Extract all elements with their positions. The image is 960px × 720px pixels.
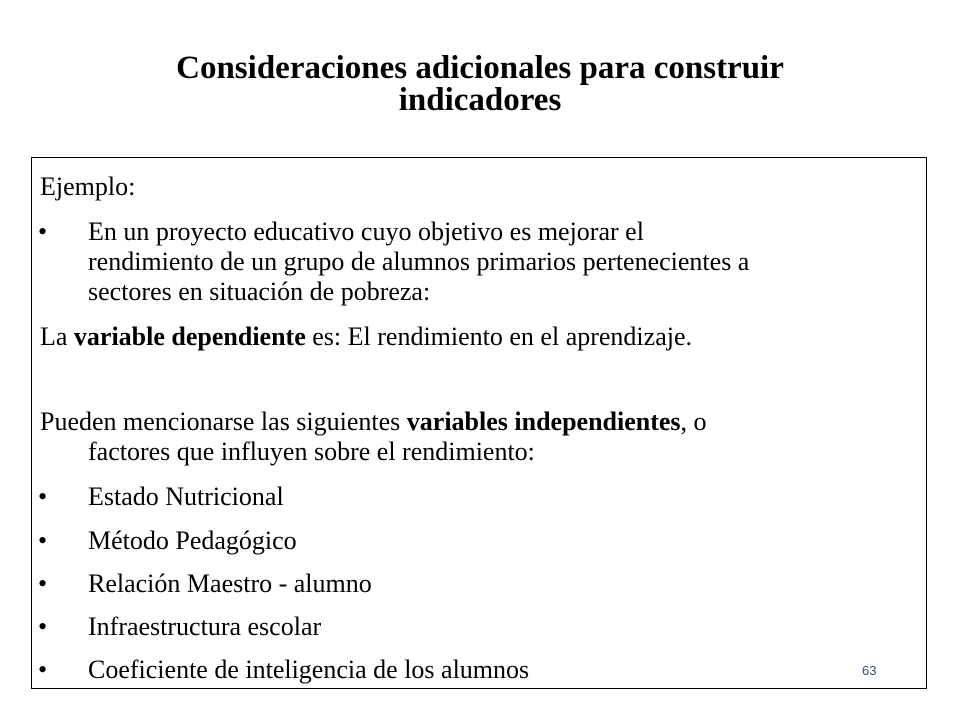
bullet-icon: •	[38, 217, 48, 246]
independent-variables-term: variables independientes	[406, 407, 681, 436]
bullet-icon: •	[38, 655, 48, 684]
factor-item: Relación Maestro - alumno	[88, 569, 372, 598]
bullet-icon: •	[38, 482, 48, 511]
independent-line-2: factores que influyen sobre el rendimiento:	[88, 437, 535, 466]
dependent-prefix: La	[40, 322, 74, 351]
independent-prefix: Pueden mencionarse las siguientes	[40, 407, 407, 436]
example-label: Ejemplo:	[40, 172, 136, 201]
factor-item: Estado Nutricional	[88, 482, 284, 511]
dependent-variable-term: variable dependiente	[73, 322, 306, 351]
bullet-icon: •	[38, 612, 48, 641]
intro-bullet-line-1: En un proyecto educativo cuyo objetivo es mejorar el	[88, 217, 644, 246]
slide-title-line-1: Consideraciones adicionales para construir	[176, 50, 784, 86]
bullet-icon: •	[38, 526, 48, 555]
independent-variables-sentence	[40, 407, 707, 437]
intro-bullet-line-2: rendimiento de un grupo de alumnos primarios pertenecientes a	[88, 247, 750, 276]
slide-title-line-2: indicadores	[398, 82, 562, 118]
factor-item: Infraestructura escolar	[88, 612, 322, 641]
dependent-suffix: es: El rendimiento en el aprendizaje.	[305, 322, 692, 351]
bullet-icon: •	[38, 569, 48, 598]
factor-item: Método Pedagógico	[88, 526, 297, 555]
intro-bullet-line-3: sectores en situación de pobreza:	[88, 277, 431, 306]
factor-item: Coeficiente de inteligencia de los alumnos	[88, 655, 530, 684]
independent-suffix: , o	[680, 407, 707, 436]
dependent-variable-sentence	[40, 322, 692, 352]
page-number: 63	[862, 663, 877, 678]
slide-title	[40, 52, 920, 116]
